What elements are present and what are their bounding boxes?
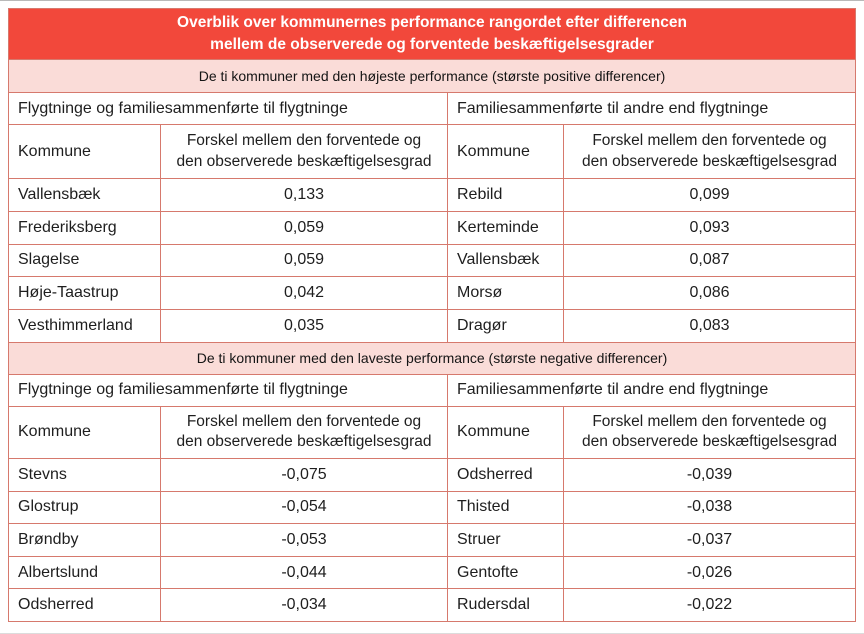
forskel-line1: Forskel mellem den forventede og xyxy=(592,413,827,431)
kommune-cell: Slagelse xyxy=(9,245,161,278)
kommune-cell: Struer xyxy=(448,524,564,557)
forskel-line2: den observerede beskæftigelsesgrad xyxy=(581,433,838,451)
kommune-cell: Albertslund xyxy=(9,557,161,590)
value-cell: 0,059 xyxy=(161,212,448,245)
value-cell: -0,039 xyxy=(564,459,856,492)
value-cell: -0,053 xyxy=(161,524,448,557)
section-band-highest: De ti kommuner med den højeste performance (største positive differencer) xyxy=(9,60,856,93)
kommune-cell: Rudersdal xyxy=(448,589,564,622)
column-header-kommune: Kommune xyxy=(448,407,564,459)
kommune-cell: Kerteminde xyxy=(448,212,564,245)
column-header-forskel xyxy=(564,125,856,179)
kommune-cell: Odsherred xyxy=(9,589,161,622)
kommune-cell: Gentofte xyxy=(448,557,564,590)
kommune-cell: Høje-Taastrup xyxy=(9,277,161,310)
group-header-left: Flygtninge og familiesammenførte til flygtninge xyxy=(9,93,448,125)
forskel-line1: Forskel mellem den forventede og xyxy=(186,132,422,150)
column-header-kommune: Kommune xyxy=(448,125,564,179)
kommune-cell: Vesthimmerland xyxy=(9,310,161,343)
table-title xyxy=(9,9,856,60)
column-header-kommune: Kommune xyxy=(9,407,161,459)
value-cell: 0,059 xyxy=(161,245,448,278)
kommune-cell: Vallensbæk xyxy=(448,245,564,278)
kommune-cell: Morsø xyxy=(448,277,564,310)
kommune-cell: Thisted xyxy=(448,492,564,525)
value-cell: 0,086 xyxy=(564,277,856,310)
value-cell: 0,093 xyxy=(564,212,856,245)
value-cell: -0,026 xyxy=(564,557,856,590)
value-cell: -0,037 xyxy=(564,524,856,557)
forskel-line2: den observerede beskæftigelsesgrad xyxy=(176,152,432,170)
value-cell: 0,035 xyxy=(161,310,448,343)
column-header-forskel xyxy=(161,407,448,459)
group-header-right: Familiesammenførte til andre end flygtninge xyxy=(448,375,856,407)
kommune-cell: Glostrup xyxy=(9,492,161,525)
kommune-cell: Brøndby xyxy=(9,524,161,557)
group-header-right: Familiesammenførte til andre end flygtninge xyxy=(448,93,856,125)
kommune-cell: Dragør xyxy=(448,310,564,343)
value-cell: -0,038 xyxy=(564,492,856,525)
performance-table xyxy=(8,8,856,622)
table-title-line1: Overblik over kommunernes performance rangordet efter differencen xyxy=(177,13,687,31)
value-cell: 0,133 xyxy=(161,179,448,212)
kommune-cell: Rebild xyxy=(448,179,564,212)
value-cell: 0,042 xyxy=(161,277,448,310)
kommune-cell: Frederiksberg xyxy=(9,212,161,245)
value-cell: 0,099 xyxy=(564,179,856,212)
kommune-cell: Vallensbæk xyxy=(9,179,161,212)
section-band-lowest: De ti kommuner med den laveste performance (største negative differencer) xyxy=(9,343,856,375)
forskel-line2: den observerede beskæftigelsesgrad xyxy=(176,433,432,451)
forskel-line2: den observerede beskæftigelsesgrad xyxy=(581,152,838,170)
value-cell: -0,022 xyxy=(564,589,856,622)
kommune-cell: Stevns xyxy=(9,459,161,492)
group-header-left: Flygtninge og familiesammenførte til flygtninge xyxy=(9,375,448,407)
value-cell: -0,075 xyxy=(161,459,448,492)
value-cell: -0,044 xyxy=(161,557,448,590)
column-header-kommune: Kommune xyxy=(9,125,161,179)
value-cell: -0,034 xyxy=(161,589,448,622)
forskel-line1: Forskel mellem den forventede og xyxy=(186,413,422,431)
value-cell: 0,087 xyxy=(564,245,856,278)
value-cell: -0,054 xyxy=(161,492,448,525)
table-title-line2: mellem de observerede og forventede beskæftigelsesgrader xyxy=(210,36,654,53)
column-header-forskel xyxy=(564,407,856,459)
kommune-cell: Odsherred xyxy=(448,459,564,492)
column-header-forskel xyxy=(161,125,448,179)
value-cell: 0,083 xyxy=(564,310,856,343)
forskel-line1: Forskel mellem den forventede og xyxy=(592,132,827,150)
